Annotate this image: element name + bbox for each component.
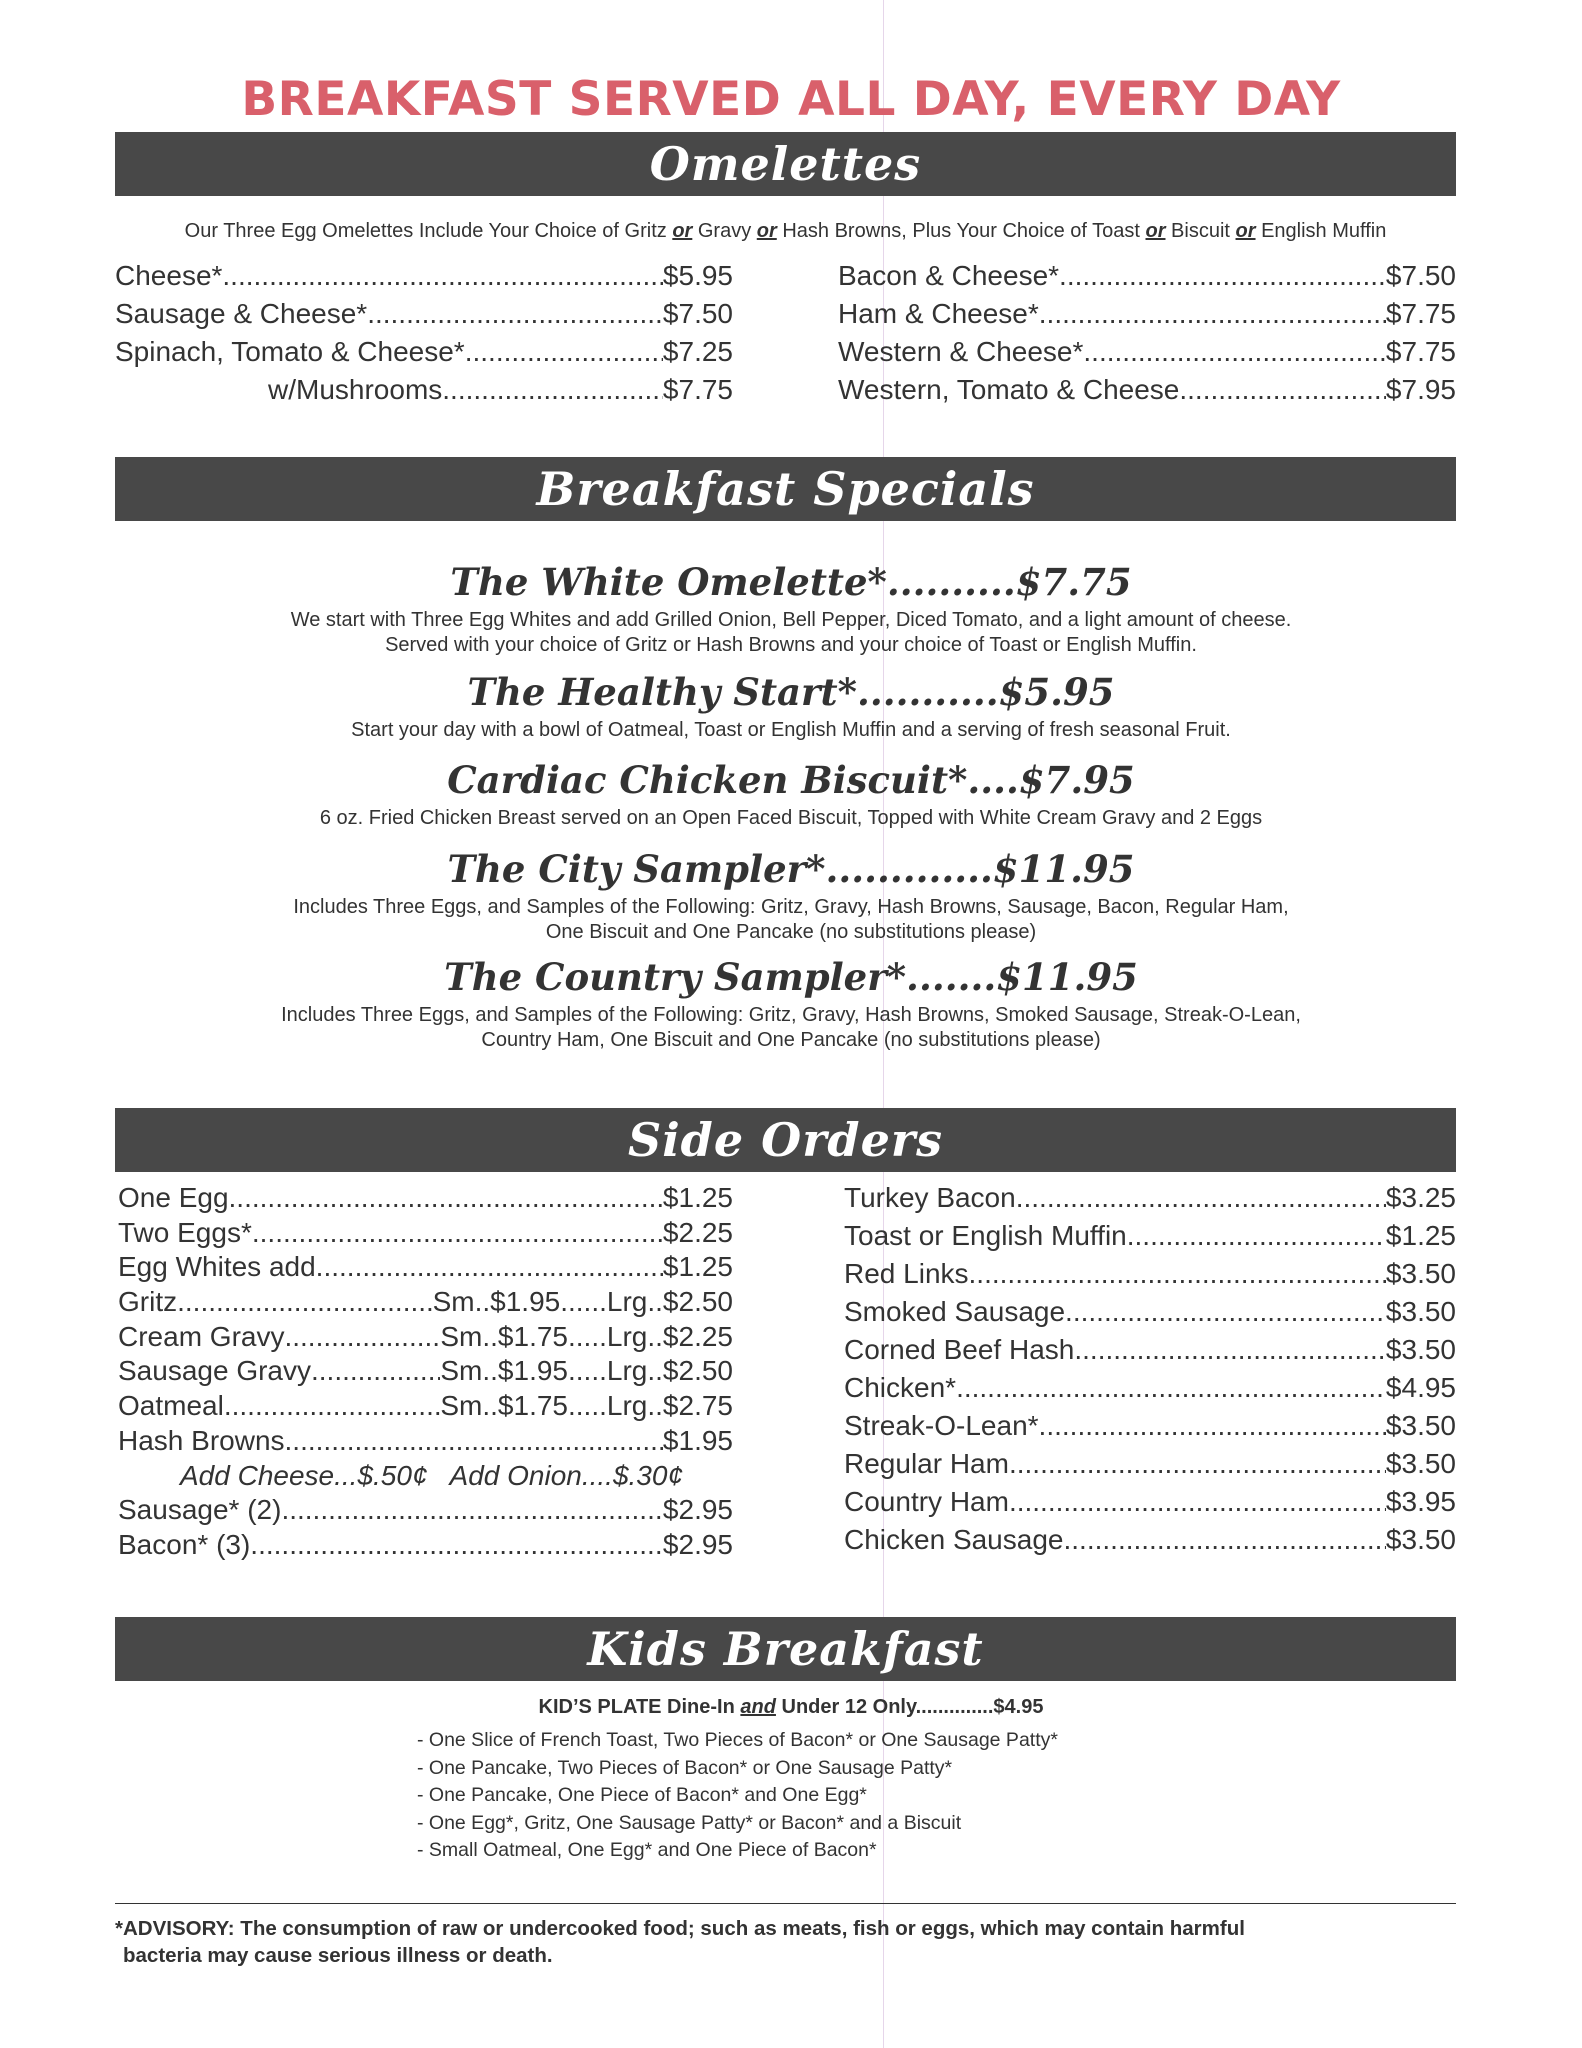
leader-dots (229, 1182, 663, 1214)
item-price: $2.25 (662, 1216, 733, 1248)
item-name: Western, Tomato & Cheese (838, 374, 1180, 405)
item-price: Sm..$1.95.....Lrg..$2.50 (440, 1355, 733, 1387)
menu-item (118, 1494, 733, 1529)
item-name: Oatmeal (118, 1390, 224, 1422)
item-name: Turkey Bacon (844, 1182, 1016, 1213)
leader-dots (1074, 1334, 1386, 1366)
omelettes-right-list (838, 260, 1456, 412)
special-desc: Served with your choice of Gritz or Hash Browns and your choice of Toast or English Muffin. (385, 634, 1197, 656)
item-price: Sm..$1.75.....Lrg..$2.75 (440, 1390, 733, 1422)
leader-dots (956, 1372, 1386, 1404)
menu-item (118, 1321, 733, 1356)
kids-section (0, 1696, 1582, 1865)
item-name: Chicken* (844, 1372, 957, 1403)
subtitle-text: Hash Browns, Plus Your Choice of Toast (776, 220, 1146, 242)
item-price: $7.25 (662, 336, 733, 367)
item-name: Western & Cheese* (838, 336, 1084, 367)
item-name: Cream Gravy (118, 1320, 285, 1352)
item-name: Two Eggs* (118, 1216, 252, 1248)
leader-dots (1063, 1524, 1385, 1556)
item-name: Spinach, Tomato & Cheese* (115, 336, 465, 367)
item-price: $1.25 (662, 1251, 733, 1283)
leader-dots (969, 1258, 1386, 1290)
menu-item (118, 1425, 733, 1460)
menu-item (118, 1251, 733, 1286)
item-name: Cheese* (115, 260, 223, 291)
menu-item (118, 1286, 733, 1321)
kids-option: - Small Oatmeal, One Egg* and One Piece of Bacon* (417, 1839, 877, 1861)
menu-item (844, 1334, 1456, 1372)
special-desc: Start your day with a bowl of Oatmeal, Toast or English Muffin and a serving of fresh seasonal Fruit. (351, 719, 1231, 741)
leader-dots (465, 336, 663, 368)
leader-dots (311, 1355, 440, 1387)
subtitle-or: or (1145, 220, 1166, 242)
item-price: $1.25 (662, 1182, 733, 1213)
special-item (0, 758, 1582, 831)
menu-item (118, 1529, 733, 1564)
leader-dots (252, 1217, 663, 1249)
advisory-line: bacteria may cause serious illness or death. (123, 1944, 553, 1967)
item-price: Sm..$1.75.....Lrg..$2.25 (440, 1320, 733, 1352)
subtitle-or: or (1235, 220, 1256, 242)
item-price: $4.95 (1385, 1372, 1456, 1403)
item-name: Ham & Cheese* (838, 298, 1039, 329)
menu-item (844, 1372, 1456, 1410)
item-price: $3.50 (1385, 1334, 1456, 1365)
page-title: BREAKFAST SERVED ALL DAY, EVERY DAY (241, 72, 1341, 127)
plate-text: KID’S PLATE Dine-In (538, 1696, 741, 1718)
item-price: $3.95 (1385, 1486, 1456, 1517)
item-name: Corned Beef Hash (844, 1334, 1075, 1365)
special-title: Cardiac Chicken Biscuit*....$7.95 (447, 758, 1135, 802)
kids-option: - One Pancake, One Piece of Bacon* and One Egg* (417, 1784, 867, 1806)
special-desc: One Biscuit and One Pancake (no substitutions please) (545, 921, 1037, 943)
item-name: Country Ham (844, 1486, 1009, 1517)
item-name: Sausage* (2) (118, 1494, 282, 1526)
menu-item (844, 1182, 1456, 1220)
special-desc: We start with Three Egg Whites and add Grilled Onion, Bell Pepper, Diced Tomato, and a light amount of cheese. (290, 609, 1292, 631)
menu-item (844, 1258, 1456, 1296)
special-item (0, 847, 1582, 945)
leader-dots (1127, 1220, 1386, 1252)
item-price: $3.25 (1385, 1182, 1456, 1213)
item-price: $7.75 (1385, 336, 1456, 367)
leader-dots (1179, 374, 1386, 406)
leader-dots (1059, 260, 1386, 292)
menu-item (115, 298, 733, 336)
item-name: Streak-O-Lean* (844, 1410, 1039, 1441)
advisory-divider (115, 1903, 1456, 1904)
special-item (0, 670, 1582, 743)
menu-item (844, 1486, 1456, 1524)
menu-item (844, 1524, 1456, 1562)
item-price: $3.50 (1385, 1410, 1456, 1441)
menu-item (838, 298, 1456, 336)
item-price: $5.95 (662, 260, 733, 291)
menu-item (838, 336, 1456, 374)
leader-dots (1065, 1296, 1386, 1328)
special-item (0, 955, 1582, 1053)
menu-item (844, 1448, 1456, 1486)
leader-dots (367, 298, 663, 330)
leader-dots (250, 1529, 663, 1561)
item-price: $3.50 (1385, 1258, 1456, 1289)
menu-item (844, 1410, 1456, 1448)
item-name: Red Links (844, 1258, 969, 1289)
special-desc: Includes Three Eggs, and Samples of the Following: Gritz, Gravy, Hash Browns, Sausage, Bacon, Regular Ham, (293, 896, 1289, 918)
kids-heading: Kids Breakfast (115, 1617, 1456, 1681)
menu-item (118, 1217, 733, 1252)
special-title: The Country Sampler*.......$11.95 (444, 955, 1138, 999)
subtitle-text: Gravy (692, 220, 757, 242)
item-price: $3.50 (1385, 1524, 1456, 1555)
leader-dots (224, 1390, 441, 1422)
omelettes-subtitle (115, 220, 1456, 243)
kids-plate-line (0, 1696, 1582, 1719)
menu-item (115, 260, 733, 298)
addon-row (118, 1460, 733, 1495)
special-desc: 6 oz. Fried Chicken Breast served on an Open Faced Biscuit, Topped with White Cream Gravy and 2 Eggs (319, 807, 1263, 829)
menu-item (118, 1390, 733, 1425)
item-price: $2.95 (662, 1528, 733, 1560)
kids-option: - One Slice of French Toast, Two Pieces of Bacon* or One Sausage Patty* (417, 1729, 1058, 1751)
sides-right-list (844, 1182, 1456, 1562)
special-desc: Country Ham, One Biscuit and One Pancake (no substitutions please) (481, 1029, 1101, 1051)
item-name: Regular Ham (844, 1448, 1009, 1479)
subtitle-text: Biscuit (1165, 220, 1236, 242)
item-name: w/Mushrooms (268, 374, 443, 405)
menu-item (115, 336, 733, 374)
omelettes-left-list (115, 260, 733, 412)
special-title: The White Omelette*..........$7.75 (450, 560, 1132, 604)
leader-dots (1083, 336, 1386, 368)
leader-dots (1009, 1486, 1386, 1518)
item-name: Bacon* (3) (118, 1528, 251, 1560)
leader-dots (1039, 298, 1386, 330)
item-price: $2.95 (662, 1494, 733, 1526)
item-price: $7.50 (1385, 260, 1456, 291)
plate-text: Under 12 Only..............$4.95 (775, 1696, 1044, 1718)
kids-option: - One Pancake, Two Pieces of Bacon* or One Sausage Patty* (417, 1756, 953, 1779)
item-name: Sausage & Cheese* (115, 298, 368, 329)
menu-item (118, 1182, 733, 1217)
item-price: $3.50 (1385, 1448, 1456, 1479)
item-name: Sausage Gravy (118, 1355, 311, 1387)
item-price: $7.95 (1385, 374, 1456, 405)
item-price: $1.95 (662, 1424, 733, 1456)
omelettes-heading: Omelettes (115, 132, 1456, 196)
menu-item (838, 374, 1456, 412)
plate-and: and (740, 1696, 776, 1718)
leader-dots (284, 1321, 440, 1353)
special-desc: Includes Three Eggs, and Samples of the Following: Gritz, Gravy, Hash Browns, Smoked Sausage, Streak-O-Lean, (281, 1004, 1301, 1026)
leader-dots (177, 1286, 432, 1318)
addon-onion: Add Onion....$.30¢ (449, 1459, 684, 1491)
specials-heading: Breakfast Specials (115, 457, 1456, 521)
sides-heading: Side Orders (115, 1108, 1456, 1172)
item-name: Toast or English Muffin (844, 1220, 1127, 1251)
subtitle-text: English Muffin (1255, 220, 1387, 242)
item-price: $1.25 (1385, 1220, 1456, 1251)
item-price: Sm..$1.95......Lrg..$2.50 (432, 1286, 733, 1318)
special-title: The City Sampler*.............$11.95 (447, 847, 1135, 891)
menu-item (115, 374, 733, 412)
item-price: $7.75 (1385, 298, 1456, 329)
leader-dots (285, 1425, 663, 1457)
item-price: $7.50 (662, 298, 733, 329)
subtitle-text: Our Three Egg Omelettes Include Your Choice of Gritz (184, 220, 673, 242)
item-name: Gritz (118, 1286, 178, 1318)
item-name: Chicken Sausage (844, 1524, 1064, 1555)
leader-dots (1009, 1448, 1386, 1480)
item-price: $7.75 (662, 374, 733, 405)
item-name: One Egg (118, 1182, 229, 1213)
leader-dots (281, 1494, 662, 1526)
item-name: Hash Browns (118, 1424, 285, 1456)
addon-cheese: Add Cheese...$.50¢ (180, 1459, 428, 1491)
menu-item (844, 1296, 1456, 1334)
item-name: Smoked Sausage (844, 1296, 1066, 1327)
kids-option: - One Egg*, Gritz, One Sausage Patty* or Bacon* and a Biscuit (417, 1811, 962, 1834)
subtitle-or: or (756, 220, 777, 242)
item-name: Bacon & Cheese* (838, 260, 1060, 291)
menu-item (844, 1220, 1456, 1258)
leader-dots (1016, 1182, 1386, 1214)
leader-dots (316, 1251, 663, 1283)
leader-dots (1039, 1410, 1386, 1442)
advisory-line: *ADVISORY: The consumption of raw or undercooked food; such as meats, fish or eggs, which may contain harmful (115, 1917, 1245, 1940)
subtitle-or: or (672, 220, 693, 242)
item-name: Egg Whites add (118, 1251, 316, 1283)
special-item (0, 560, 1582, 658)
leader-dots (442, 374, 663, 406)
kids-options-list (417, 1727, 1582, 1865)
advisory-note (115, 1915, 1465, 1969)
sides-left-list (118, 1182, 733, 1564)
leader-dots (222, 260, 663, 292)
menu-item (118, 1355, 733, 1390)
item-price: $3.50 (1385, 1296, 1456, 1327)
special-title: The Healthy Start*...........$5.95 (467, 670, 1115, 714)
menu-item (838, 260, 1456, 298)
